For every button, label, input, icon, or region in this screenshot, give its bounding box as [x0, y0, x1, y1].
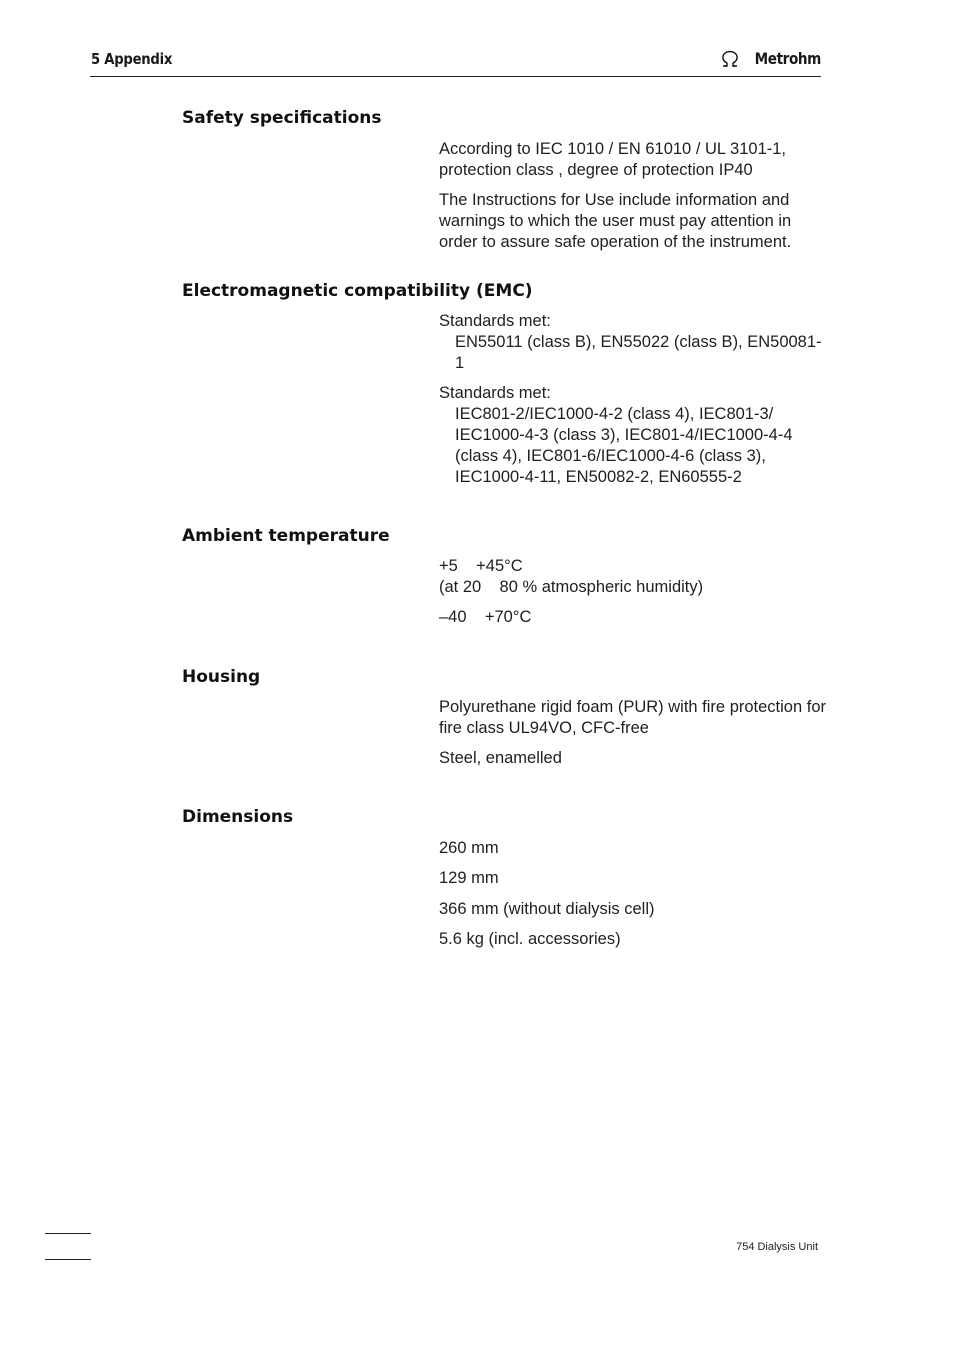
- dimension-height: 129 mm: [439, 869, 499, 887]
- housing-finish: Steel, enamelled: [439, 749, 562, 767]
- emc-emission-block: [439, 311, 829, 374]
- safety-standards-text: According to IEC 1010 / EN 61010 / UL 3101-1, protection class , degree of protection IP40: [439, 140, 787, 179]
- section-title: Ambient temperature: [182, 526, 390, 546]
- dimension-width: 260 mm: [439, 839, 499, 857]
- humidity-note: (at 20 80 % atmospheric humidity): [439, 578, 704, 596]
- footer-product-name: 754 Dialysis Unit: [736, 1241, 818, 1253]
- weight: 5.6 kg (incl. accessories): [439, 930, 621, 948]
- emc-immunity-standards: IEC801-2/IEC1000-4-2 (class 4), IEC801-3/ IEC1000-4-3 (class 3), IEC801-4/IEC1000-4-4 (class 4), IEC801-6/IEC1000-4-6 (class 3), IEC1000-4-11, EN50082-2, EN60555-2: [455, 405, 793, 486]
- footer-rule-top: [45, 1233, 91, 1234]
- emc-label: Standards met:: [439, 384, 551, 402]
- section-title: Dimensions: [182, 807, 294, 827]
- footer-rule-bottom: [45, 1259, 91, 1260]
- chapter-heading: 5 Appendix: [91, 50, 173, 68]
- operating-temperature: +5 +45°C: [439, 557, 523, 575]
- storage-temperature: –40 +70°C: [439, 608, 532, 626]
- section-title: Electromagnetic compatibility (EMC): [182, 281, 533, 301]
- safety-instructions-text: The Instructions for Use include information and warnings to which the user must pay attention in order to assure safe operation of the instrument.: [439, 191, 792, 251]
- logo-wordmark: Metrohm: [754, 49, 821, 68]
- emc-emission-standards: EN55011 (class B), EN55022 (class B), EN50081-1: [455, 333, 822, 372]
- omega-icon: [720, 50, 740, 68]
- section-title: Safety specifications: [182, 108, 382, 128]
- section-title: Housing: [182, 667, 261, 687]
- housing-material: Polyurethane rigid foam (PUR) with fire protection for fire class UL94VO, CFC-free: [439, 698, 826, 737]
- emc-immunity-block: [439, 383, 829, 488]
- dimension-depth: 366 mm (without dialysis cell): [439, 900, 655, 918]
- header-rule: [90, 76, 821, 77]
- emc-label: Standards met:: [439, 312, 551, 330]
- metrohm-logo: [720, 49, 821, 68]
